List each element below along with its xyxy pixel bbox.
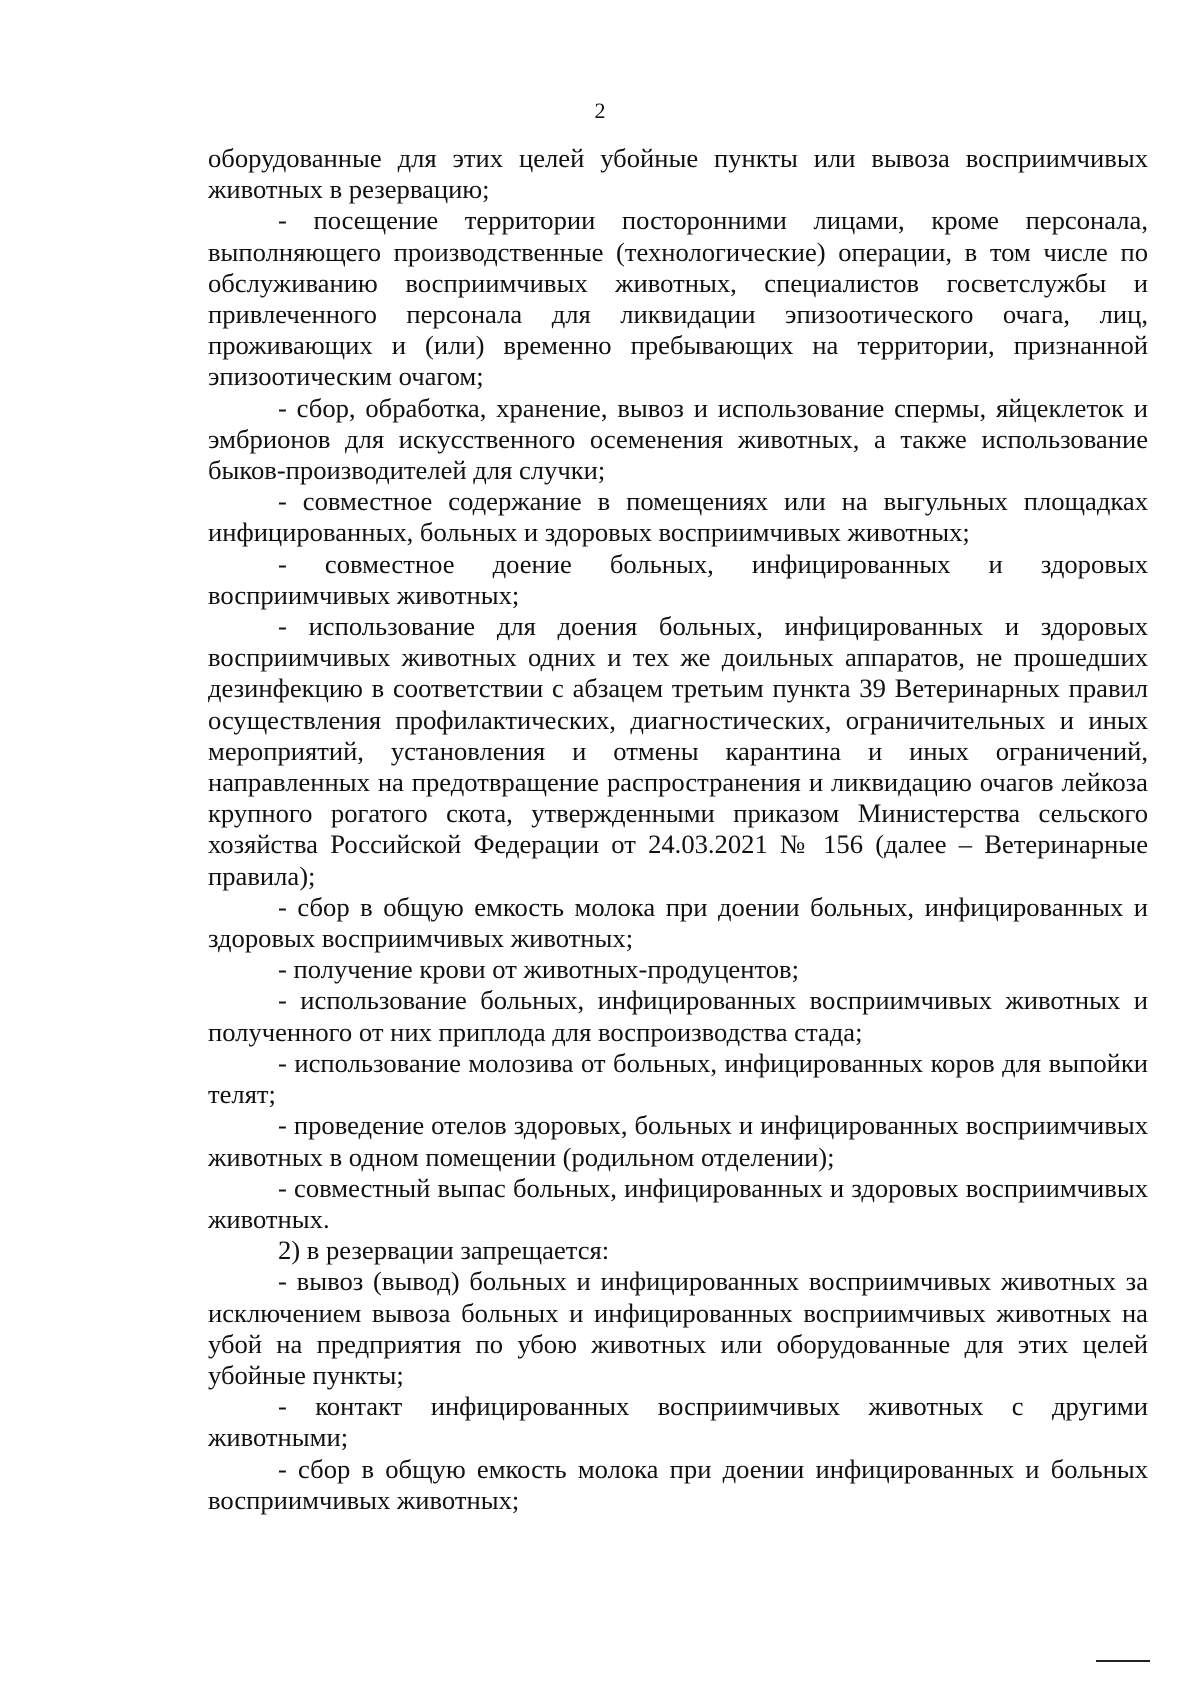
paragraph: - совместное доение больных, инфицированных и здоровых восприимчивых животных; [208, 548, 1148, 610]
paragraph: - использование больных, инфицированных восприимчивых животных и полученного от них приплода для воспроизводства стада; [208, 985, 1148, 1047]
paragraph: - вывоз (вывод) больных и инфицированных восприимчивых животных за исключением вывоза больных и инфицированных восприимчивых животных на убой на предприятия по убою животных или оборудованные для этих целей убойные пункты; [208, 1266, 1148, 1390]
paragraph: - получение крови от животных-продуцентов; [278, 954, 799, 985]
paragraph: - сбор в общую емкость молока при доении больных, инфицированных и здоровых восприимчивых животных; [208, 891, 1148, 954]
paragraph: - контакт инфицированных восприимчивых животных с другими животными; [208, 1391, 1148, 1453]
body-text [208, 143, 1148, 1516]
paragraph: 2) в резервации запрещается: [278, 1235, 610, 1266]
paragraph: - посещение территории посторонними лицами, кроме персонала, выполняющего производственные (технологические) операции, в том числе по обслуживанию восприимчивых животных, специалистов госветслужбы и привлеченного персонала для ликвидации эпизоотического очага, лиц, проживающих и (или) временно пребывающих на территории, признанной эпизоотическим очагом; [208, 205, 1148, 392]
paragraph: - сбор, обработка, хранение, вывоз и использование спермы, яйцеклеток и эмбрионов для искусственного осеменения животных, а также использование быков-производителей для случки; [208, 392, 1148, 486]
paragraph: - проведение отелов здоровых, больных и инфицированных восприимчивых животных в одном помещении (родильном отделении); [208, 1110, 1148, 1172]
paragraph: - использование молозива от больных, инфицированных коров для выпойки телят; [208, 1047, 1148, 1110]
footer-rule [1096, 1660, 1150, 1662]
paragraph: оборудованные для этих целей убойные пункты или вывоза восприимчивых животных в резервацию; [208, 143, 1148, 205]
paragraph: - совместное содержание в помещениях или на выгульных площадках инфицированных, больных и здоровых восприимчивых животных; [208, 486, 1148, 548]
paragraph: - использование для доения больных, инфицированных и здоровых восприимчивых животных одних и тех же доильных аппаратов, не прошедших дезинфекцию в соответствии с абзацем третьим пункта 39 Ветеринарных правил осуществления профилактических, диагностических, ограничительных и иных мероприятий, установления и отмены карантина и иных ограничений, направленных на предотвращение распространения и ликвидацию очагов лейкоза крупного рогатого скота, утвержденными приказом Министерства сельского хозяйства Российской Федерации от 24.03.2021 № 156 (далее – Ветеринарные правила); [208, 611, 1148, 891]
paragraph: - сбор в общую емкость молока при доении инфицированных и больных восприимчивых животных; [208, 1453, 1148, 1515]
page-number: 2 [594, 98, 606, 123]
paragraph: - совместный выпас больных, инфицированных и здоровых восприимчивых животных. [208, 1172, 1148, 1234]
